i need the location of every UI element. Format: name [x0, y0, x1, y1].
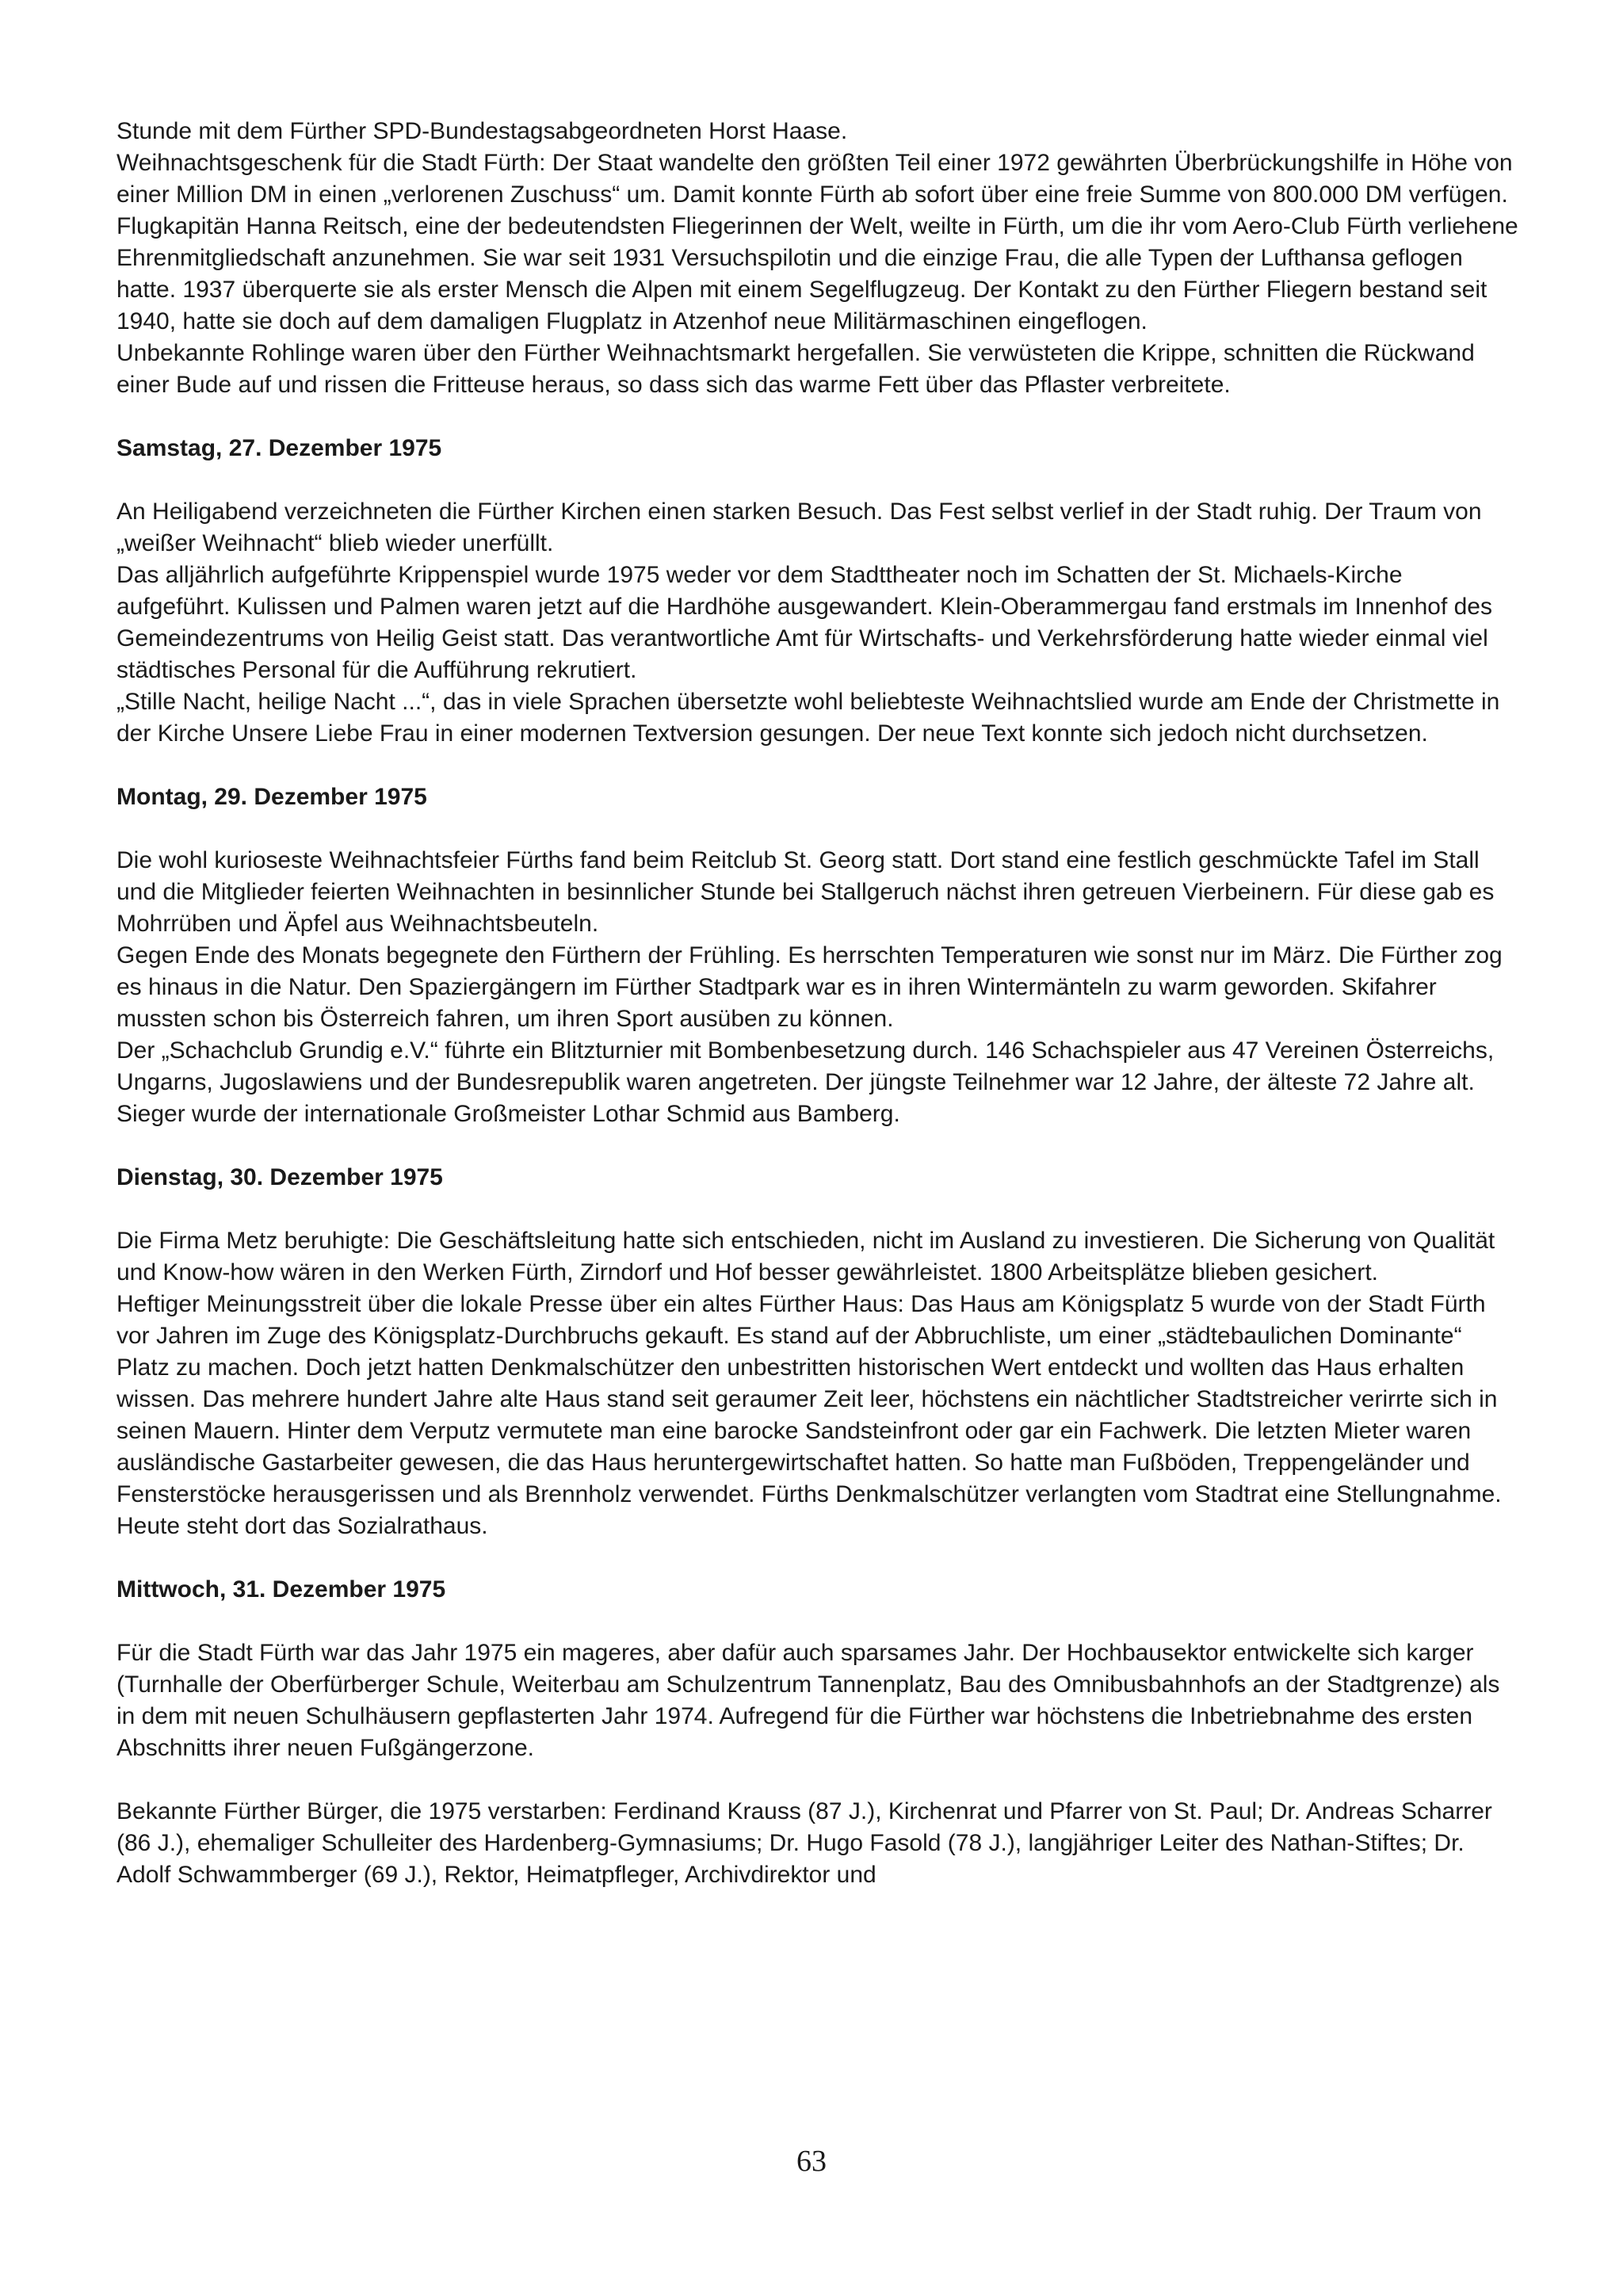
page-number: 63: [796, 2145, 827, 2178]
paragraph: Bekannte Fürther Bürger, die 1975 verstarben: Ferdinand Krauss (87 J.), Kirchenrat und Pfarrer von St. Paul; Dr. Andreas Scharrer (86 J.), ehemaliger Schulleiter des Hardenberg-Gymnasiums; Dr. Hugo Fasold (78 J.), langjähriger Leiter des Nathan-Stiftes; Dr. Adolf Schwammberger (69 J.), Rektor, Heimatpfleger, Archivdirektor und: [116, 1798, 1492, 1888]
paragraph: Weihnachtsgeschenk für die Stadt Fürth: Der Staat wandelte den größten Teil einer 1972 gewährten Überbrückungshilfe in Höhe von einer Million DM in einen „verlorenen Zuschuss“ um. Damit konnte Fürth ab sofort über eine freie Summe von 800.000 DM verfügen.: [116, 150, 1513, 208]
section-heading: Dienstag, 30. Dezember 1975: [116, 1164, 443, 1190]
paragraph: Die Firma Metz beruhigte: Die Geschäftsleitung hatte sich entschieden, nicht im Ausland zu investieren. Die Sicherung von Qualität und Know-how wären in den Werken Fürth, Zirndorf und Hof besser gewährleistet. 1800 Arbeitsplätze blieben gesichert.: [116, 1228, 1495, 1286]
paragraph: Gegen Ende des Monats begegnete den Fürthern der Frühling. Es herrschten Temperaturen wie sonst nur im März. Die Fürther zog es hinaus in die Natur. Den Spaziergängern im Fürther Stadtpark war es in ihren Wintermänteln zu warm geworden. Skifahrer mussten schon bis Österreich fahren, um ihren Sport ausüben zu können.: [116, 942, 1503, 1032]
paragraph: Flugkapitän Hanna Reitsch, eine der bedeutendsten Fliegerinnen der Welt, weilte in Fürth, um die ihr vom Aero-Club Fürth verliehene Ehrenmitgliedschaft anzunehmen. Sie war seit 1931 Versuchspilotin und die einzige Frau, die alle Typen der Lufthansa geflogen hatte. 1937 überquerte sie als erster Mensch die Alpen mit einem Segelflugzeug. Der Kontakt zu den Fürther Fliegern bestand seit 1940, hatte sie doch auf dem damaligen Flugplatz in Atzenhof neue Militärmaschinen eingeflogen.: [116, 213, 1518, 334]
paragraph: Für die Stadt Fürth war das Jahr 1975 ein mageres, aber dafür auch sparsames Jahr. Der Hochbausektor entwickelte sich karger (Turnhalle der Oberfürberger Schule, Weiterbau am Schulzentrum Tannenplatz, Bau des Omnibusbahnhofs an der Stadtgrenze) als in dem mit neuen Schulhäusern gepflasterten Jahr 1974. Aufregend für die Fürther war höchstens die Inbetriebnahme des ersten Abschnitts ihrer neuen Fußgängerzone.: [116, 1640, 1500, 1761]
paragraph: Der „Schachclub Grundig e.V.“ führte ein Blitzturnier mit Bombenbesetzung durch. 146 Schachspieler aus 47 Vereinen Österreichs, Ungarns, Jugoslawiens und der Bundesrepublik waren angetreten. Der jüngste Teilnehmer war 12 Jahre, der älteste 72 Jahre alt. Sieger wurde der internationale Großmeister Lothar Schmid aus Bamberg.: [116, 1037, 1495, 1127]
paragraph: Das alljährlich aufgeführte Krippenspiel wurde 1975 weder vor dem Stadttheater noch im Schatten der St. Michaels-Kirche aufgeführt. Kulissen und Palmen waren jetzt auf die Hardhöhe ausgewandert. Klein-Oberammergau fand erstmals im Innenhof des Gemeindezentrums von Heilig Geist statt. Das verantwortliche Amt für Wirtschafts- und Verkehrsförderung hatte wieder einmal viel städtisches Personal für die Aufführung rekrutiert.: [116, 562, 1492, 683]
section-heading: Samstag, 27. Dezember 1975: [116, 435, 442, 461]
section-heading: Mittwoch, 31. Dezember 1975: [116, 1576, 446, 1603]
paragraph: An Heiligabend verzeichneten die Fürther Kirchen einen starken Besuch. Das Fest selbst verlief in der Stadt ruhig. Der Traum von „weißer Weihnacht“ blieb wieder unerfüllt.: [116, 499, 1482, 556]
paragraph: Die wohl kurioseste Weihnachtsfeier Fürths fand beim Reitclub St. Georg statt. Dort stand eine festlich geschmückte Tafel im Stall und die Mitglieder feierten Weihnachten in besinnlicher Stunde bei Stallgeruch nächst ihren getreuen Vierbeinern. Für diese gab es Mohrrüben und Äpfel aus Weihnachtsbeuteln.: [116, 847, 1495, 937]
paragraph: Unbekannte Rohlinge waren über den Fürther Weihnachtsmarkt hergefallen. Sie verwüsteten die Krippe, schnitten die Rückwand einer Bude auf und rissen die Fritteuse heraus, so dass sich das warme Fett über das Pflaster verbreitete.: [116, 340, 1475, 398]
section-heading: Montag, 29. Dezember 1975: [116, 784, 427, 810]
paragraph: Stunde mit dem Fürther SPD-Bundestagsabgeordneten Horst Haase.: [116, 118, 848, 144]
paragraph: Heftiger Meinungsstreit über die lokale Presse über ein altes Fürther Haus: Das Haus am Königsplatz 5 wurde von der Stadt Fürth vor Jahren im Zuge des Königsplatz-Durchbruchs gekauft. Es stand auf der Abbruchliste, um einer „städtebaulichen Dominante“ Platz zu machen. Doch jetzt hatten Denkmalschützer den unbestritten historischen Wert entdeckt und wollten das Haus erhalten wissen. Das mehrere hundert Jahre alte Haus stand seit geraumer Zeit leer, höchstens ein nächtlicher Stadtstreicher verirrte sich in seinen Mauern. Hinter dem Verputz vermutete man eine barocke Sandsteinfront oder gar ein Fachwerk. Die letzten Mieter waren ausländische Gastarbeiter gewesen, die das Haus heruntergewirtschaftet hatten. So hatte man Fußböden, Treppengeländer und Fensterstöcke herausgerissen und als Brennholz verwendet. Fürths Denkmalschützer verlangten vom Stadtrat eine Stellungnahme. Heute steht dort das Sozialrathaus.: [116, 1291, 1502, 1539]
body-text: [116, 116, 1519, 1891]
paragraph: „Stille Nacht, heilige Nacht ...“, das in viele Sprachen übersetzte wohl beliebteste Weihnachtslied wurde am Ende der Christmette in der Kirche Unsere Liebe Frau in einer modernen Textversion gesungen. Der neue Text konnte sich jedoch nicht durchsetzen.: [116, 689, 1500, 747]
